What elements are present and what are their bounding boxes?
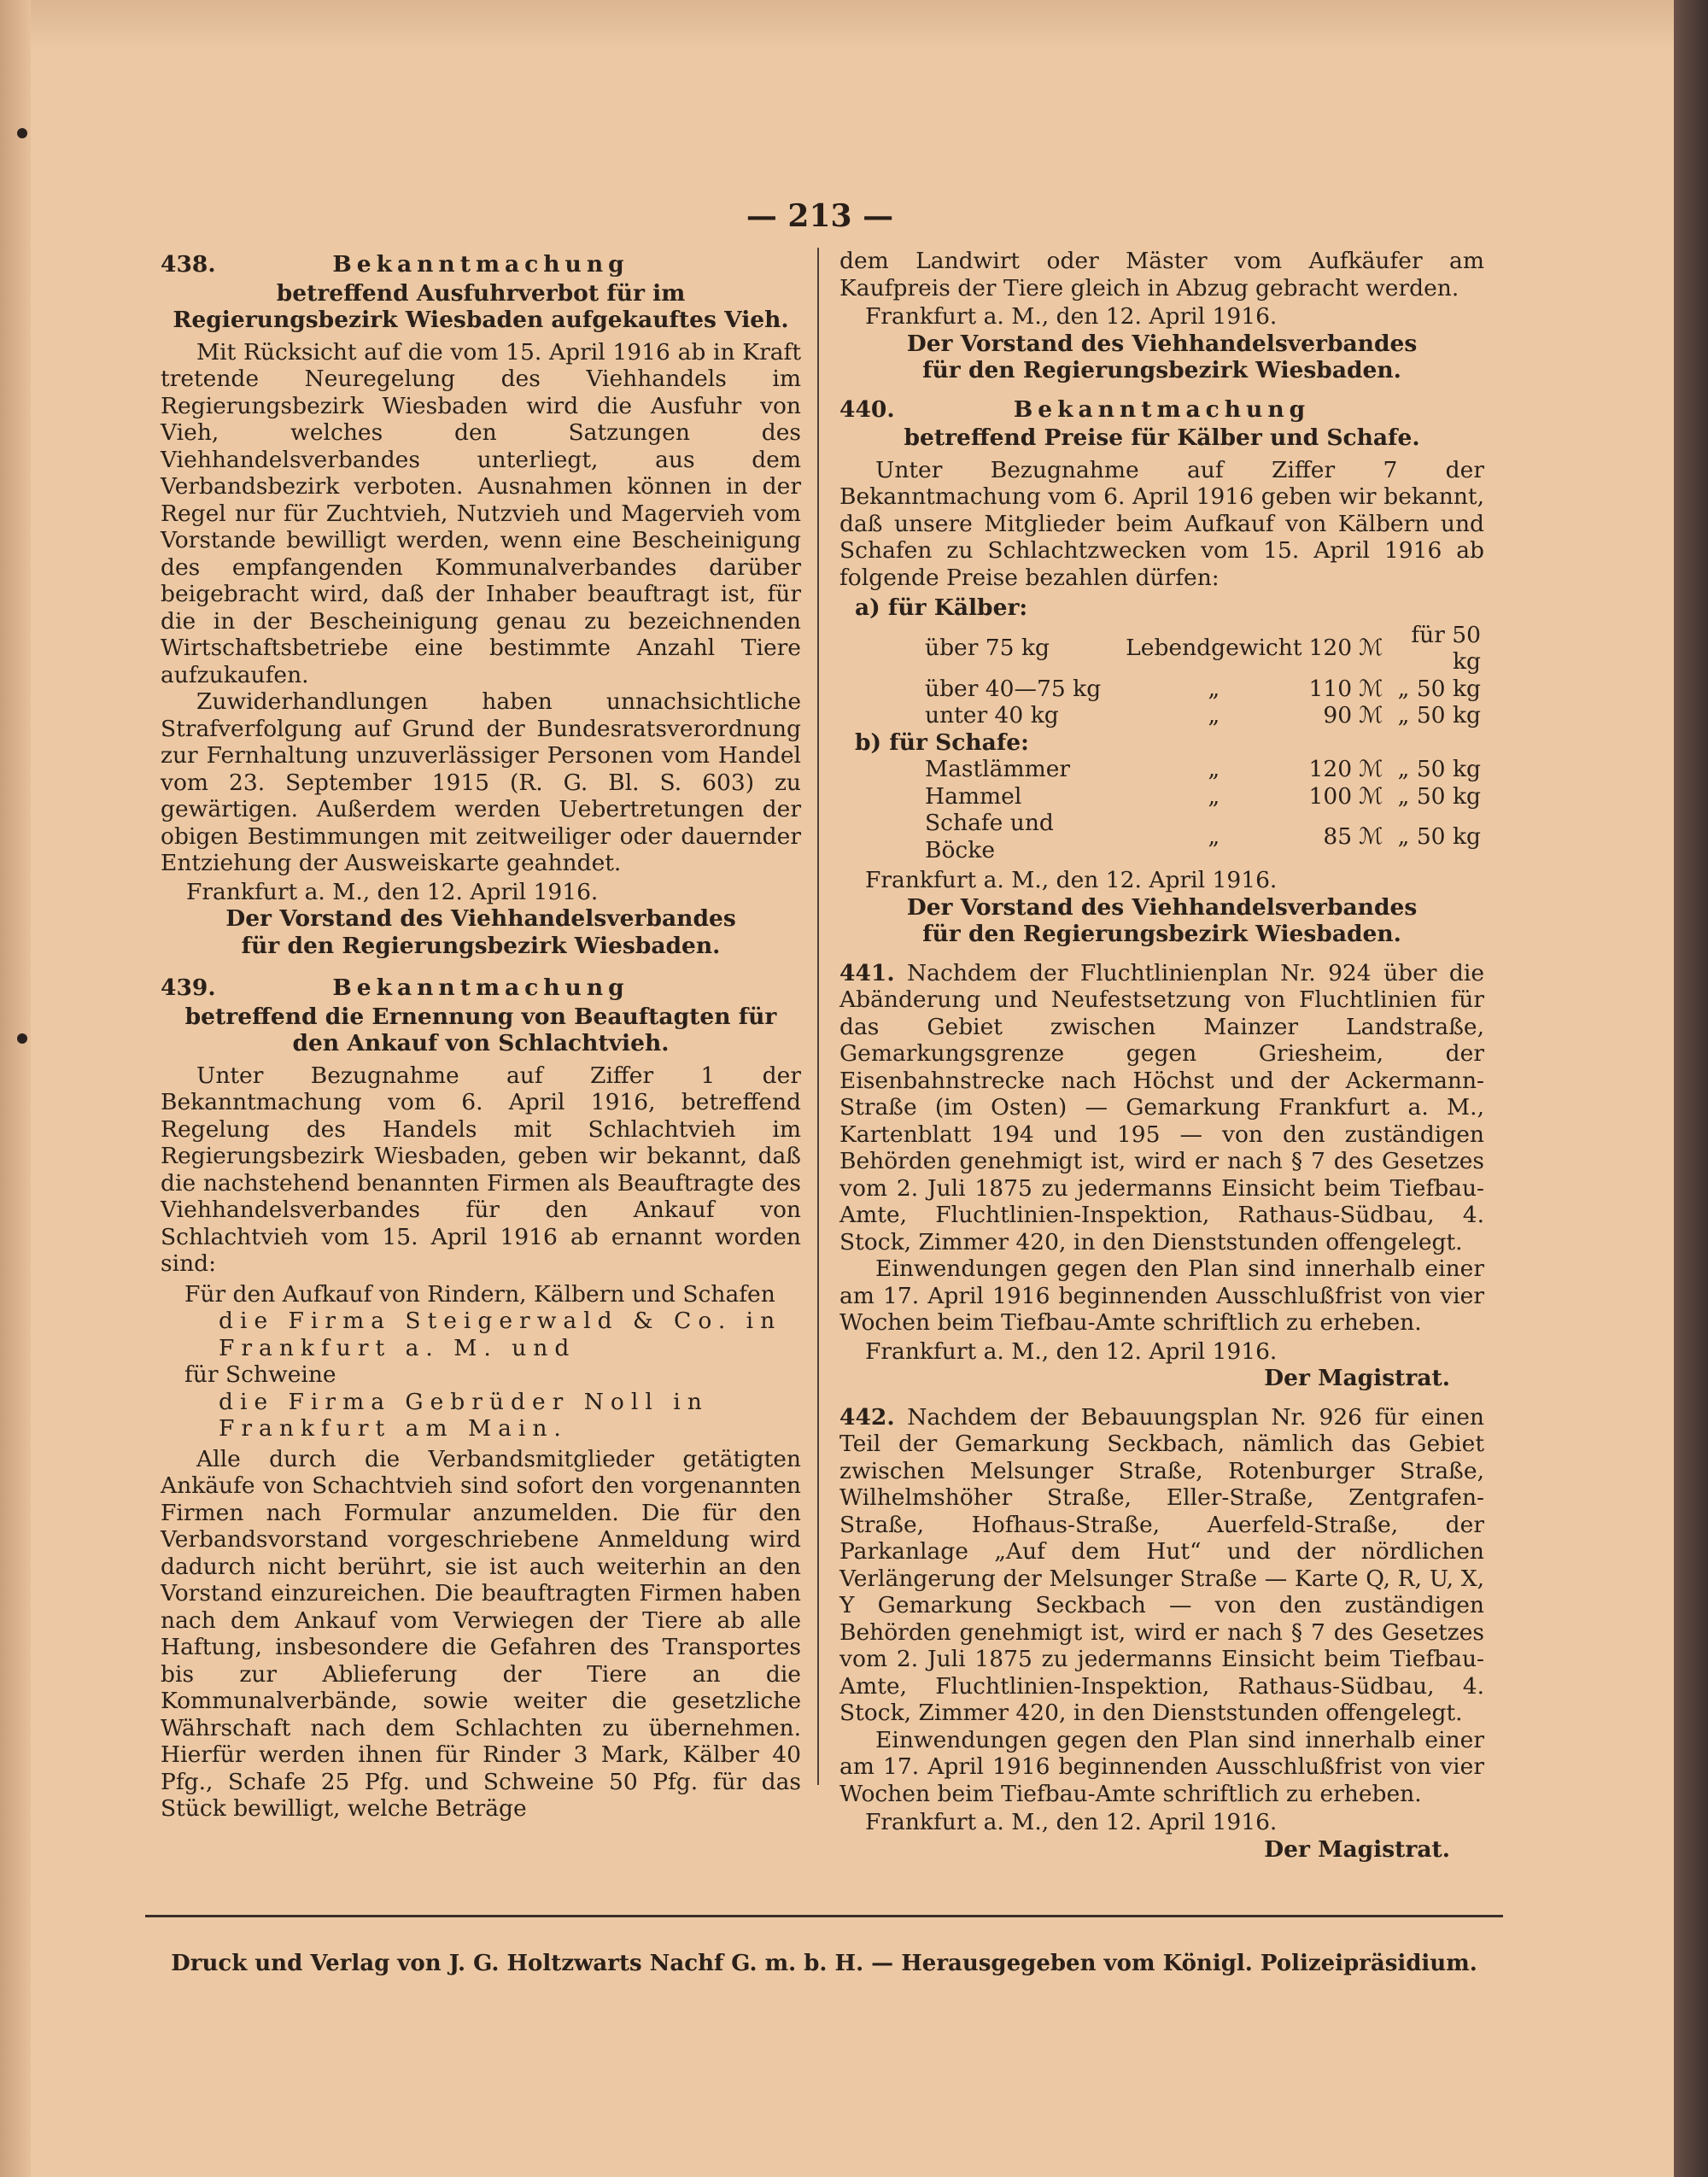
price-basis: „ xyxy=(1208,756,1220,782)
place-date: Frankfurt a. M., den 12. April 1916. xyxy=(865,1809,1278,1835)
paragraph: Einwendungen gegen den Plan sind innerhalb einer am 17. April 1916 beginnenden Ausschlußfrist von vier Wochen beim Tiefbau-Amte schriftlich zu erheben. xyxy=(839,1255,1484,1336)
signature-line: Der Vorstand des Viehhandelsverbandes xyxy=(225,905,736,932)
price-group-label: a) für Kälber: xyxy=(855,594,1028,621)
price-item: Hammel xyxy=(925,782,1022,810)
price-item: unter 40 kg xyxy=(925,702,1059,729)
price-row xyxy=(839,810,1484,863)
list-item: die Firma Gebrüder Noll in Frankfurt am Main. xyxy=(219,1388,709,1442)
book-cover-edge xyxy=(1674,0,1708,2177)
paragraph xyxy=(839,1404,1484,1727)
footer-rule xyxy=(145,1915,1503,1917)
paragraph: dem Landwirt oder Mäster vom Aufkäufer am Kaufpreis der Tiere gleich in Abzug gebracht werden. xyxy=(839,248,1484,301)
price-value: 110 xyxy=(1308,675,1353,702)
price-basis: „ xyxy=(1208,675,1220,702)
price-item: Schafe und Böcke xyxy=(925,810,1054,863)
section-439-continued xyxy=(839,248,1484,384)
price-value: 120 xyxy=(1308,756,1353,782)
price-item: Mastlämmer xyxy=(925,756,1071,782)
price-group-row xyxy=(839,729,1484,757)
price-per: „ 50 kg xyxy=(1397,756,1481,782)
price-per: „ 50 kg xyxy=(1397,702,1481,729)
paragraph: Alle durch die Verbandsmitglieder getätigten Ankäufe von Schachtvieh sind sofort den vorgenannten Firmen nach Formular anzumelden. Die für den Verbandsvorstand vorgeschriebene Anmeldung wird dadurch nicht berührt, sie ist auch weiterhin an den Vorstand einzureichen. Die beauftragten Firmen haben nach dem Ankauf vom Verwiegen der Tiere ab alle Haftung, insbesondere die Gefahren des Transportes bis zur Ablieferung der Tiere an die Kommunalverbände, sowie weiter die gesetzliche Währschaft nach dem Schlachten zu übernehmen. Hierfür werden ihnen für Rinder 3 Mark, Kälber 40 Pfg., Schafe 25 Pfg. und Schweine 50 Pfg. für das Stück bewilligt, welche Beträge xyxy=(161,1445,801,1822)
section-number: 439. xyxy=(161,974,216,1001)
page-binding xyxy=(0,0,31,2177)
signature-line: Der Magistrat. xyxy=(1264,1835,1450,1863)
section-439 xyxy=(161,974,801,1823)
binding-hole xyxy=(17,1033,27,1044)
list-item: Für den Aufkauf von Rindern, Kälbern und Schafen xyxy=(184,1280,775,1308)
section-440 xyxy=(839,396,1484,948)
price-per: „ 50 kg xyxy=(1397,822,1481,850)
column-divider xyxy=(817,248,819,1785)
signature-line: für den Regierungsbezirk Wiesbaden. xyxy=(922,921,1401,947)
paragraph: Mit Rücksicht auf die vom 15. April 1916 ab in Kraft tretende Neuregelung des Viehhandels im Regierungsbezirk Wiesbaden wird die Ausfuhr von Vieh, welches den Satzungen des Viehhandelsverbandes unterliegt, aus dem Verbandsbezirk verboten. Ausnahmen können in der Regel nur für Zuchtvieh, Nutzvieh und Magervieh vom Vorstande bewilligt werden, wenn eine Bescheinigung des empfangenden Kommunalverbandes darüber beigebracht wird, daß der Inhaber beauftragt ist, für die in der Bescheinigung genau zu bezeichnenden Wirtschaftsbetriebe eine bestimmte Anzahl Tiere aufzukaufen. xyxy=(161,338,801,688)
price-item: über 40—75 kg xyxy=(925,675,1102,702)
section-subtitle: betreffend Preise für Kälber und Schafe. xyxy=(904,424,1420,451)
section-subtitle: betreffend die Ernennung von Beauftagten für den Ankauf von Schlachtvieh. xyxy=(184,1003,777,1056)
firm-list xyxy=(161,1281,801,1443)
binding-hole xyxy=(17,128,27,138)
price-row xyxy=(839,622,1484,676)
price-basis: „ xyxy=(1208,782,1220,810)
right-column xyxy=(839,248,1484,1871)
price-basis: „ xyxy=(1208,702,1220,729)
price-row xyxy=(839,783,1484,811)
section-number: 440. xyxy=(839,395,895,423)
price-value: 120 xyxy=(1308,635,1353,662)
signature-line: Der Vorstand des Viehhandelsverbandes xyxy=(906,330,1418,357)
price-unit: ℳ xyxy=(1359,782,1383,810)
price-basis: „ xyxy=(1208,822,1220,850)
paragraph: Zuwiderhandlungen haben unnachsichtliche Strafverfolgung auf Grund der Bundesratsverordnung zur Fernhaltung unzuverlässiger Personen vom Handel vom 23. September 1915 (R. G. Bl. S. 603) zu gewärtigen. Außerdem werden Uebertretungen der obigen Bestimmungen mit zeitweiliger oder dauernder Entziehung der Ausweiskarte geahndet. xyxy=(161,688,801,876)
section-title: Bekanntmachung xyxy=(332,974,629,1001)
price-value: 90 xyxy=(1323,702,1353,729)
price-row xyxy=(839,702,1484,729)
place-date: Frankfurt a. M., den 12. April 1916. xyxy=(865,1337,1278,1365)
place-date: Frankfurt a. M., den 12. April 1916. xyxy=(865,303,1278,330)
section-number: 438. xyxy=(161,251,216,278)
page-top-edge xyxy=(31,0,1674,51)
section-title: Bekanntmachung xyxy=(1013,395,1311,423)
page-number: — 213 — xyxy=(746,198,894,234)
price-value: 100 xyxy=(1308,782,1353,810)
section-441 xyxy=(839,960,1484,1392)
paragraph-text: Nachdem der Bebauungsplan Nr. 926 für einen Teil der Gemarkung Seckbach, nämlich das Gebiet zwischen Melsunger Straße, Rotenburger Straße, Wilhelmshöher Straße, Eller-Straße, Zentgrafen-Straße, Hofhaus-Straße, Auerfeld-Straße, der Parkanlage „Auf dem Hut“ und der nördlichen Verlängerung der Melsunger Straße — Karte Q, R, U, X, Y Gemarkung Seckbach — von den zuständigen Behörden genehmigt ist, wird er nach § 7 des Gesetzes vom 2. Juli 1875 zu jedermanns Einsicht beim Tiefbau-Amte, Fluchtlinien-Inspektion, Rathaus-Südbau, 4. Stock, Zimmer 420, in den Dienststunden offengelegt. xyxy=(839,1403,1484,1726)
list-item: die Firma Steigerwald & Co. in Frankfurt a. M. und xyxy=(219,1308,782,1361)
price-unit: ℳ xyxy=(1359,702,1383,729)
section-title: Bekanntmachung xyxy=(332,251,629,278)
price-group-label: b) für Schafe: xyxy=(855,729,1029,756)
paragraph-text: Nachdem der Fluchtlinienplan Nr. 924 über die Abänderung und Neufestsetzung von Fluchtlinien für das Gebiet zwischen Mainzer Landstraße, Gemarkungsgrenze gegen Griesheim, der Eisenbahnstrecke nach Höchst und der Ackermann-Straße (im Osten) — Gemarkung Frankfurt a. M., Kartenblatt 194 und 195 — von den zuständigen Behörden genehmigt ist, wird er nach § 7 des Gesetzes vom 2. Juli 1875 zu jedermanns Einsicht beim Tiefbau-Amte, Fluchtlinien-Inspektion, Rathaus-Südbau, 4. Stock, Zimmer 420, in den Dienststunden offengelegt. xyxy=(839,959,1484,1255)
price-per: „ 50 kg xyxy=(1397,675,1481,702)
price-unit: ℳ xyxy=(1359,756,1383,782)
price-value: 85 xyxy=(1323,822,1353,850)
price-row xyxy=(839,756,1484,783)
section-number: 441. xyxy=(839,959,895,986)
price-per: für 50 kg xyxy=(1411,621,1481,675)
paragraph: Einwendungen gegen den Plan sind innerhalb einer am 17. April 1916 beginnenden Ausschlußfrist von vier Wochen beim Tiefbau-Amte schriftlich zu erheben. xyxy=(839,1726,1484,1807)
signature-line: für den Regierungsbezirk Wiesbaden. xyxy=(922,357,1401,383)
list-item: für Schweine xyxy=(184,1361,336,1388)
imprint-footer: Druck und Verlag von J. G. Holtzwarts Nachf G. m. b. H. — Herausgegeben vom Königl. Polizeipräsidium. xyxy=(171,1951,1477,1976)
paragraph: Unter Bezugnahme auf Ziffer 7 der Bekanntmachung vom 6. April 1916 geben wir bekannt, daß unsere Mitglieder beim Aufkauf von Kälbern und Schafen zu Schlachtzwecken vom 15. April 1916 ab folgende Preise bezahlen dürfen: xyxy=(839,456,1484,591)
price-basis: Lebendgewicht xyxy=(1126,635,1302,662)
section-442 xyxy=(839,1404,1484,1864)
price-unit: ℳ xyxy=(1359,675,1383,702)
price-unit: ℳ xyxy=(1359,822,1383,850)
paragraph: Unter Bezugnahme auf Ziffer 1 der Bekanntmachung vom 6. April 1916, betreffend Regelung des Handels mit Schlachtvieh im Regierungsbezirk Wiesbaden, geben wir bekannt, daß die nachstehend benannten Firmen als Beauftragte des Viehhandelsverbandes für den Ankauf von Schlachtvieh vom 15. April 1916 ab ernannt worden sind: xyxy=(161,1062,801,1277)
section-subtitle: betreffend Ausfuhrverbot für im Regierungsbezirk Wiesbaden aufgekauftes Vieh. xyxy=(173,279,789,333)
place-date: Frankfurt a. M., den 12. April 1916. xyxy=(865,867,1278,893)
signature-line: für den Regierungsbezirk Wiesbaden. xyxy=(241,932,721,959)
signature-line: Der Magistrat. xyxy=(1264,1365,1450,1391)
price-item: über 75 kg xyxy=(925,635,1050,662)
price-group-row xyxy=(839,594,1484,622)
signature-line: Der Vorstand des Viehhandelsverbandes xyxy=(906,893,1418,921)
price-per: „ 50 kg xyxy=(1397,782,1481,810)
price-row xyxy=(839,676,1484,703)
left-column xyxy=(161,248,801,1831)
section-number: 442. xyxy=(839,1403,895,1431)
price-unit: ℳ xyxy=(1359,635,1383,662)
place-date: Frankfurt a. M., den 12. April 1916. xyxy=(186,878,599,905)
paragraph xyxy=(839,960,1484,1256)
section-438 xyxy=(161,251,801,959)
price-table xyxy=(839,594,1484,863)
